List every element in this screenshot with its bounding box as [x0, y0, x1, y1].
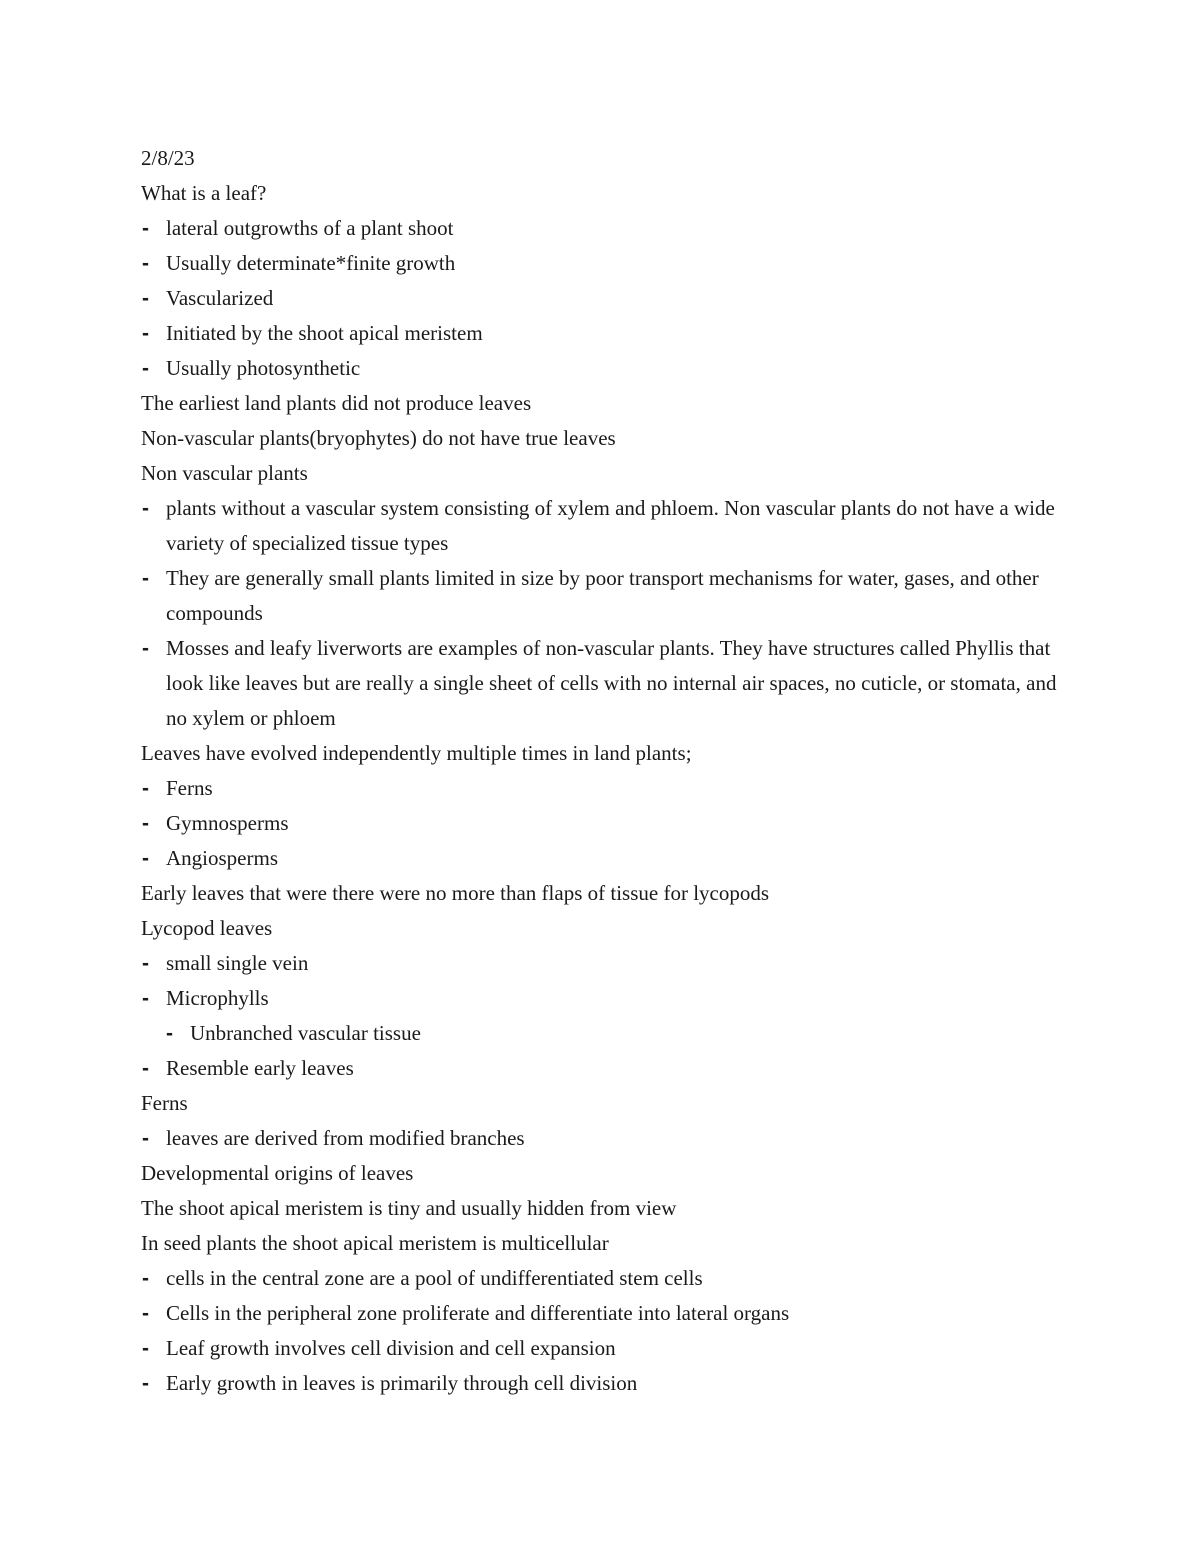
- bullet-text: Leaf growth involves cell division and cell expansion: [166, 1336, 616, 1360]
- dash-bullet-icon: -: [142, 952, 149, 975]
- dash-bullet-icon: -: [142, 497, 149, 520]
- text-line: Leaves have evolved independently multiple times in land plants;: [141, 741, 692, 765]
- text-line: The shoot apical meristem is tiny and usually hidden from view: [141, 1196, 677, 1220]
- bullet-item: [141, 1051, 1071, 1086]
- dash-bullet-icon: -: [166, 1022, 173, 1045]
- bullet-text: Gymnosperms: [166, 811, 289, 835]
- bullet-item: [141, 1296, 1071, 1331]
- bullet-item: [141, 1261, 1071, 1296]
- dash-bullet-icon: -: [142, 1057, 149, 1080]
- sub-bullet-item: [141, 1016, 1071, 1051]
- dash-bullet-icon: -: [142, 357, 149, 380]
- bullet-item: [141, 211, 1071, 246]
- text-line: The earliest land plants did not produce leaves: [141, 391, 532, 415]
- dash-bullet-icon: -: [142, 252, 149, 275]
- text-line: Developmental origins of leaves: [141, 1161, 414, 1185]
- bullet-item: [141, 316, 1071, 351]
- bullet-item: [141, 631, 1071, 736]
- dash-bullet-icon: -: [142, 987, 149, 1010]
- bullet-text: Mosses and leafy liverworts are examples of non-vascular plants. They have structures called Phyllis that look like leaves but are really a single sheet of cells with no internal air spaces, no cuticle, or stomata, and no xylem or phloem: [166, 636, 1057, 730]
- text-line: What is a leaf?: [141, 181, 267, 205]
- bullet-text: cells in the central zone are a pool of undifferentiated stem cells: [166, 1266, 703, 1290]
- bullet-text: Unbranched vascular tissue: [190, 1021, 421, 1045]
- text-line: Non-vascular plants(bryophytes) do not have true leaves: [141, 426, 616, 450]
- dash-bullet-icon: -: [142, 847, 149, 870]
- bullet-item: [141, 491, 1071, 561]
- dash-bullet-icon: -: [142, 812, 149, 835]
- bullet-text: Cells in the peripheral zone proliferate and differentiate into lateral organs: [166, 1301, 790, 1325]
- dash-bullet-icon: -: [142, 1267, 149, 1290]
- dash-bullet-icon: -: [142, 777, 149, 800]
- bullet-item: [141, 281, 1071, 316]
- text-line: 2/8/23: [141, 146, 195, 170]
- bullet-item: [141, 351, 1071, 386]
- bullet-text: Resemble early leaves: [166, 1056, 354, 1080]
- text-line: In seed plants the shoot apical meristem is multicellular: [141, 1231, 609, 1255]
- dash-bullet-icon: -: [142, 287, 149, 310]
- bullet-text: Usually determinate*finite growth: [166, 251, 456, 275]
- dash-bullet-icon: -: [142, 637, 149, 660]
- text-line: Non vascular plants: [141, 461, 308, 485]
- bullet-text: leaves are derived from modified branches: [166, 1126, 525, 1150]
- bullet-text: small single vein: [166, 951, 309, 975]
- bullet-text: Ferns: [166, 776, 213, 800]
- bullet-item: [141, 246, 1071, 281]
- bullet-item: [141, 806, 1071, 841]
- bullet-text: They are generally small plants limited in size by poor transport mechanisms for water, gases, and other compounds: [166, 566, 1039, 625]
- bullet-item: [141, 561, 1071, 631]
- bullet-text: Initiated by the shoot apical meristem: [166, 321, 483, 345]
- bullet-text: lateral outgrowths of a plant shoot: [166, 216, 454, 240]
- bullet-text: Early growth in leaves is primarily through cell division: [166, 1371, 638, 1395]
- bullet-text: Microphylls: [166, 986, 269, 1010]
- dash-bullet-icon: -: [142, 1337, 149, 1360]
- dash-bullet-icon: -: [142, 567, 149, 590]
- dash-bullet-icon: -: [142, 1127, 149, 1150]
- bullet-item: [141, 946, 1071, 981]
- dash-bullet-icon: -: [142, 217, 149, 240]
- text-line: Ferns: [141, 1091, 188, 1115]
- bullet-item: [141, 771, 1071, 806]
- bullet-item: [141, 1331, 1071, 1366]
- text-line: Early leaves that were there were no more than flaps of tissue for lycopods: [141, 881, 770, 905]
- bullet-item: [141, 841, 1071, 876]
- bullet-text: Angiosperms: [166, 846, 278, 870]
- bullet-item: [141, 981, 1071, 1016]
- bullet-text: Vascularized: [166, 286, 274, 310]
- bullet-text: plants without a vascular system consisting of xylem and phloem. Non vascular plants do not have a wide variety of specialized tissue types: [166, 496, 1055, 555]
- document-body: [141, 141, 1071, 1401]
- dash-bullet-icon: -: [142, 1302, 149, 1325]
- dash-bullet-icon: -: [142, 1372, 149, 1395]
- bullet-item: [141, 1121, 1071, 1156]
- bullet-item: [141, 1366, 1071, 1401]
- dash-bullet-icon: -: [142, 322, 149, 345]
- text-line: Lycopod leaves: [141, 916, 273, 940]
- bullet-text: Usually photosynthetic: [166, 356, 361, 380]
